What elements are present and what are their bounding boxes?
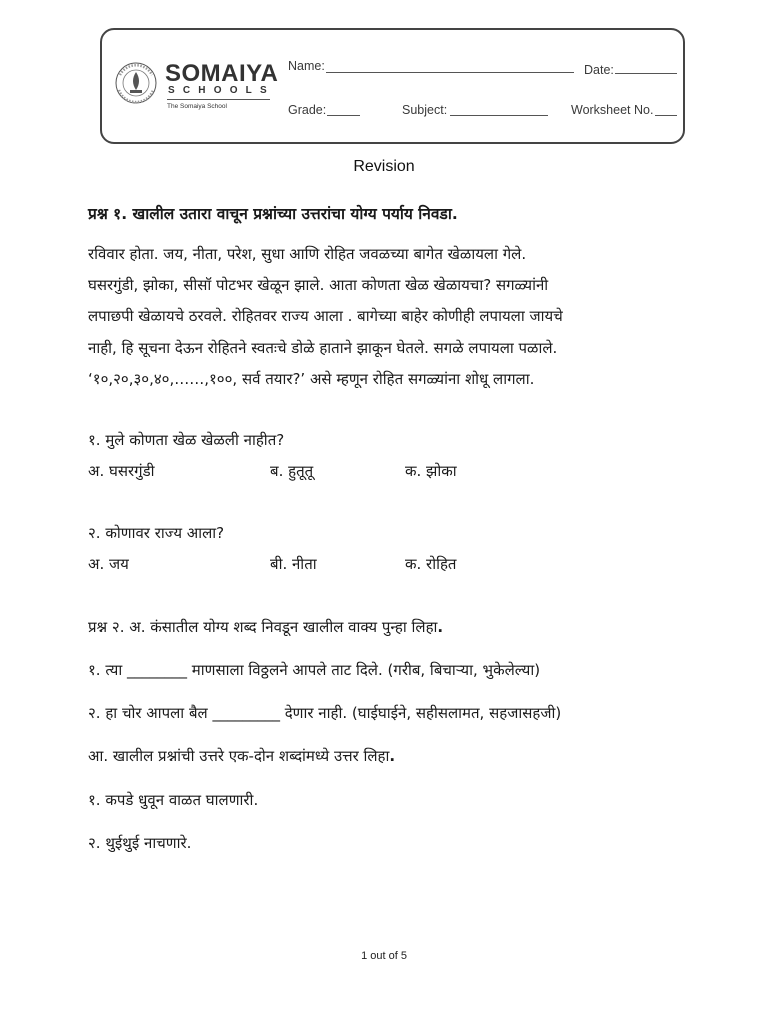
passage-line: घसरगुंडी, झोका, सीसॉ पोटभर खेळून झाले. आता कोणता खेळ खेळायचा? सगळ्यांनी [88,276,549,294]
brand-sub: SCHOOLS [168,85,275,96]
heading-period: . [437,618,444,636]
sub-question-2: २. कोणावर राज्य आला? [88,524,225,542]
short-answer-1: १. कपडे धुवून वाळत घालणारी. [88,791,259,809]
fill-blank-2: २. हा चोर आपला बैल _________ देणार नाही. (घाईघाईने, सहीसलामत, सहजासहजी) [88,704,562,722]
worksheet-field[interactable] [655,115,677,116]
date-label: Date: [584,63,614,77]
question-2b-heading [88,746,395,766]
option-a: अ. जय [88,555,129,573]
question-2-heading-text: प्रश्न २. अ. कंसातील योग्य शब्द निवडून खालील वाक्य पुन्हा लिहा [88,618,438,636]
passage-line: रविवार होता. जय, नीता, परेश, सुधा आणि रोहित जवळच्या बागेत खेळायला गेले. [88,245,527,263]
brand-name: SOMAIYA [165,60,279,87]
page-title: Revision [353,158,415,175]
grade-label: Grade: [288,103,327,117]
option-b: बी. नीता [270,555,317,573]
name-label: Name: [288,59,325,73]
worksheet-label: Worksheet No. [571,103,654,117]
subject-label: Subject: [402,103,448,117]
page-number: 1 out of 5 [361,950,407,962]
subject-field[interactable] [450,115,548,116]
option-c: क. झोका [405,462,457,480]
logo-divider [167,99,270,100]
option-b: ब. हुतूतू [270,462,314,480]
grade-field[interactable] [327,115,360,116]
question-1-heading: प्रश्न १. खालील उतारा वाचून प्रश्नांच्या उत्तरांचा योग्य पर्याय निवडा. [88,205,458,223]
question-2b-text: . खालील प्रश्नांची उत्तरे एक-दोन शब्दांमध्ये उत्तर लिहा [103,747,390,765]
question-2b-label: आ [88,747,104,765]
passage-line: लपाछपी खेळायचे ठरवले. रोहितवर राज्य आला . बागेच्या बाहेर कोणीही लपायला जायचे [88,307,563,325]
brand-tagline: The Somaiya School [167,103,227,110]
short-answer-2: २. थुईथुई नाचणारे. [88,834,192,852]
heading-period: . [389,747,396,765]
name-field[interactable] [326,72,574,73]
somaiya-seal-logo [113,60,159,106]
passage-line: ‘१०,२०,३०,४०,……,१००, सर्व तयार?’ असे म्हणून रोहित सगळ्यांना शोधू लागला. [88,370,535,388]
option-c: क. रोहित [405,555,457,573]
option-a: अ. घसरगुंडी [88,462,155,480]
date-field[interactable] [615,73,677,74]
passage-line: नाही, हि सूचना देऊन रोहितने स्वतःचे डोळे हाताने झाकून घेतले. सगळे लपायला पळाले. [88,339,558,357]
sub-question-1: १. मुले कोणता खेळ खेळली नाहीत? [88,431,285,449]
question-2-heading [88,617,443,637]
fill-blank-1: १. त्या ________ माणसाला विठ्ठलने आपले ताट दिले. (गरीब, बिचाऱ्या, भुकेलेल्या) [88,661,541,679]
